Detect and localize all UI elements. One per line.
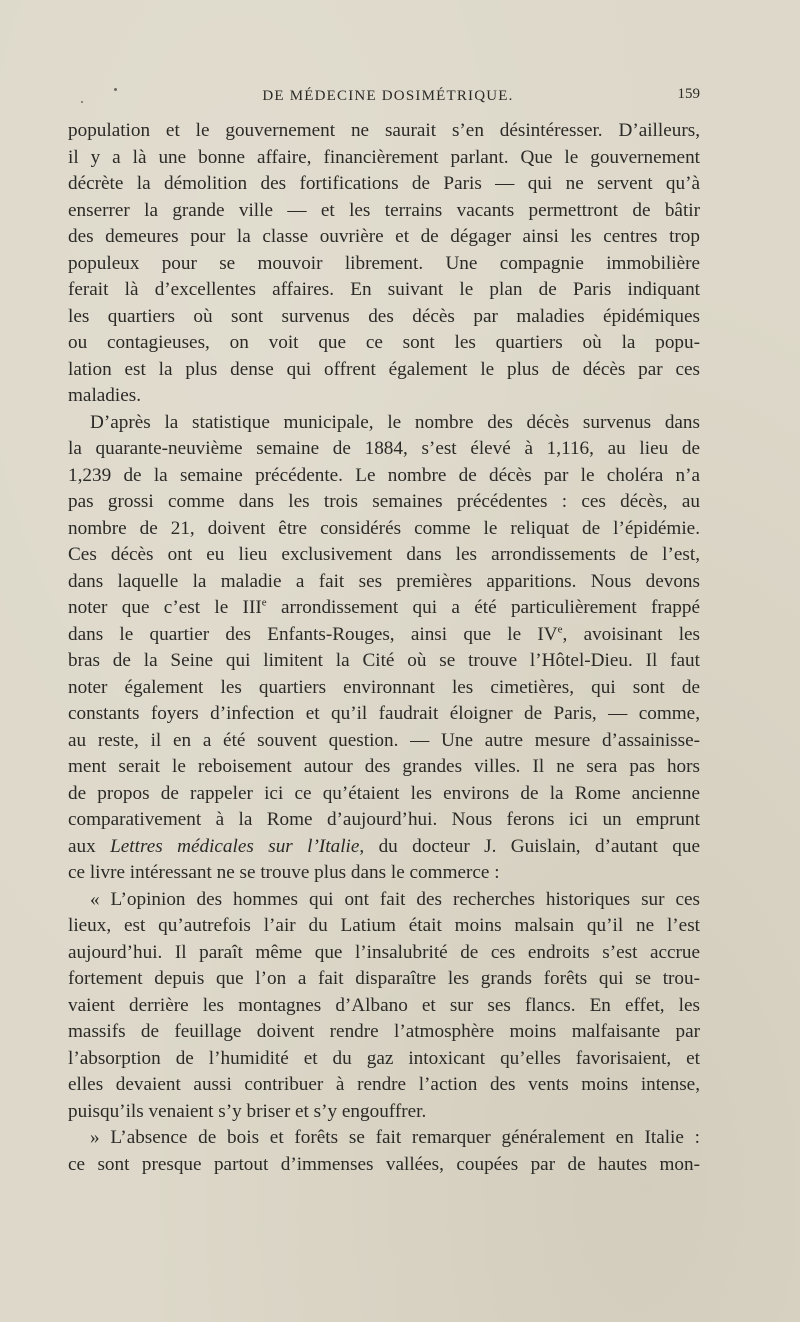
text-line: « L’opinion des hommes qui ont fait des recherches historiques sur ces (90, 888, 700, 910)
text-line: nombre de 21, doivent être considérés comme le reliquat de l’épidémie. (68, 517, 700, 539)
text-line: » L’absence de bois et forêts se fait remarquer généralement en Italie : (90, 1127, 700, 1148)
text-line: de propos de rappeler ici ce qu’étaient les environs de la Rome ancienne (68, 782, 700, 804)
text-line: aujourd’hui. Il paraît même que l’insalubrité de ces endroits s’est accrue (68, 941, 700, 963)
text-run: noter que c’est le III (68, 597, 262, 618)
text-line: au reste, il en a été souvent question. — Une autre mesure d’assainisse- (68, 729, 700, 751)
text-line: dans laquelle la maladie a fait ses premières apparitions. Nous devons (68, 570, 700, 592)
text-line: populeux pour se mouvoir librement. Une compagnie immobilière (68, 252, 700, 274)
text-line (68, 622, 700, 649)
text-line: lieux, est qu’autrefois l’air du Latium était moins malsain qu’il ne l’est (68, 915, 700, 936)
text-line: la quarante-neuvième semaine de 1884, s’est élevé à 1,116, au lieu de (68, 438, 700, 459)
text-line: il y a là une bonne affaire, financièrement parlant. Que le gouvernement (68, 146, 700, 168)
text-line: puisqu’ils venaient s’y briser et s’y engouffrer. (68, 1100, 427, 1122)
text-line: l’absorption de l’humidité et du gaz intoxicant qu’elles favorisaient, et (68, 1047, 700, 1069)
text-line: ce sont presque partout d’immenses vallées, coupées par de hautes mon- (68, 1153, 700, 1175)
text-line (68, 595, 700, 622)
text-line: ou contagieuses, on voit que ce sont les quartiers où la popu- (68, 332, 700, 353)
text-line: des demeures pour la classe ouvrière et de dégager ainsi les centres trop (68, 226, 700, 247)
text-line: constants foyers d’infection et qu’il faudrait éloigner de Paris, — comme, (68, 703, 700, 724)
text-line (68, 834, 700, 861)
superscript: e (261, 596, 267, 609)
text-line: massifs de feuillage doivent rendre l’atmosphère moins malfaisante par (68, 1021, 700, 1042)
text-line: lation est la plus dense qui offrent également le plus de décès par ces (68, 358, 700, 380)
text-run: , du docteur J. Guislain, d’autant que (359, 835, 700, 857)
text-line: ce livre intéressant ne se trouve plus dans le commerce : (68, 862, 500, 883)
text-line: décrète la démolition des fortifications de Paris — qui ne servent qu’à (68, 173, 700, 194)
superscript: e (557, 623, 563, 636)
text-line: vaient derrière les montagnes d’Albano et sur ses flancs. En effet, les (68, 994, 700, 1016)
text-line: population et le gouvernement ne saurait s’en désintéresser. D’ailleurs, (68, 120, 700, 141)
text-line: elles devaient aussi contribuer à rendre l’action des vents moins intense, (68, 1074, 700, 1095)
text-run: , avoisinant les (562, 623, 700, 645)
book-title: Lettres médicales sur l’Italie (110, 835, 360, 857)
running-head: DE MÉDECINE DOSIMÉTRIQUE. (262, 88, 514, 104)
page-number: 159 (677, 86, 700, 102)
page-header (68, 86, 708, 110)
text-line: fortement depuis que l’on a fait disparaître les grands forêts qui se trou- (68, 968, 700, 989)
text-run: aux (68, 835, 111, 857)
text-line: noter également les quartiers environnant les cimetières, qui sont de (68, 676, 700, 698)
body-text (68, 118, 700, 1178)
text-run: dans le quartier des Enfants-Rouges, ainsi que le IV (68, 623, 558, 645)
text-line: ferait là d’excellentes affaires. En suivant le plan de Paris indiquant (68, 279, 700, 300)
text-line: ment serait le reboisement autour des grandes villes. Il ne sera pas hors (68, 756, 700, 777)
text-line: enserrer la grande ville — et les terrains vacants permettront de bâtir (68, 199, 700, 221)
text-line: pas grossi comme dans les trois semaines précédentes : ces décès, au (68, 491, 700, 512)
text-line: maladies. (68, 385, 141, 406)
text-line: bras de la Seine qui limitent la Cité où se trouve l’Hôtel-Dieu. Il faut (68, 650, 700, 671)
text-line: D’après la statistique municipale, le nombre des décès survenus dans (90, 411, 700, 433)
text-line: Ces décès ont eu lieu exclusivement dans les arrondissements de l’est, (68, 544, 700, 565)
text-line: 1,239 de la semaine précédente. Le nombre de décès par le choléra n’a (68, 464, 700, 486)
text-line: comparativement à la Rome d’aujourd’hui. Nous ferons ici un emprunt (68, 809, 700, 830)
text-line: les quartiers où sont survenus des décès par maladies épidémiques (68, 305, 700, 327)
text-run: arrondissement qui a été particulièrement frappé (266, 597, 700, 618)
